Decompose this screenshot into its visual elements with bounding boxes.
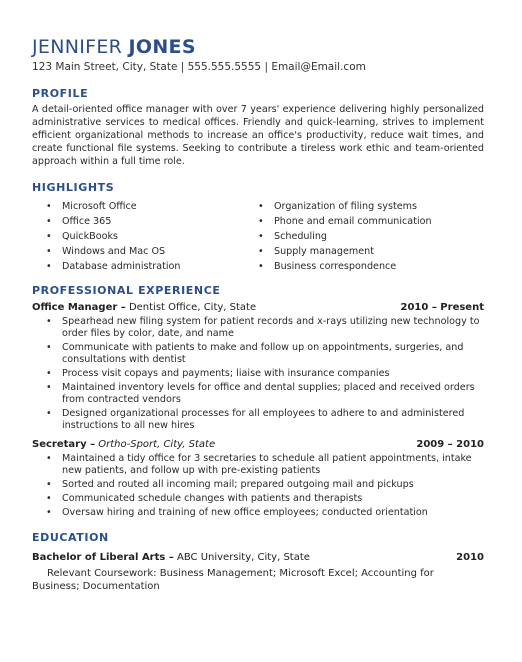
highlight-item: • Business correspondence [258, 259, 470, 274]
job-location: Dentist Office, City, State [125, 302, 257, 313]
experience-heading: PROFESSIONAL EXPERIENCE [32, 284, 221, 297]
job-bullet: • Communicate with patients to make and follow up on appointments, surgeries, and consultations with dentist [46, 342, 484, 366]
job-bullet: • Spearhead new filing system for patient records and x-rays utilizing new technology to order files by color, date, and name [46, 316, 484, 340]
highlights-heading: HIGHLIGHTS [32, 181, 115, 194]
highlight-item: • Phone and email communication [258, 214, 470, 229]
graduation-year: 2010 [456, 552, 484, 563]
profile-heading: PROFILE [32, 87, 89, 100]
job-bullets [32, 316, 484, 432]
job-bullet: • Oversaw hiring and training of new office employees; conducted orientation [46, 507, 484, 519]
job-location: Ortho-Sport, City, State [95, 439, 216, 450]
job-bullet: • Maintained inventory levels for office and dental supplies; placed and received orders from contracted vendors [46, 382, 484, 406]
job-bullet: • Designed organizational processes for all employees to adhere to and administered instructions to all new hires [46, 408, 484, 432]
highlight-item: • Windows and Mac OS [46, 244, 258, 259]
job-bullet: • Sorted and routed all incoming mail; prepared outgoing mail and pickups [46, 479, 484, 491]
contact-line: 123 Main Street, City, State | 555.555.5555 | Email@Email.com [32, 61, 366, 73]
relevant-coursework: Relevant Coursework: Business Management; Microsoft Excel; Accounting for Business; Documentation [32, 568, 434, 592]
highlight-item: • Microsoft Office [46, 199, 258, 214]
degree: Bachelor of Liberal Arts – [32, 552, 174, 563]
highlight-item: • Organization of filing systems [258, 199, 470, 214]
job-header [32, 438, 484, 451]
job-dates: 2010 – Present [400, 302, 484, 313]
job-bullet: • Communicated schedule changes with patients and therapists [46, 493, 484, 505]
education-header [32, 551, 484, 564]
job-role: Office Manager – [32, 302, 126, 313]
job-entry [32, 438, 486, 519]
highlight-item: • Office 365 [46, 214, 258, 229]
education-heading: EDUCATION [32, 531, 109, 544]
job-role: Secretary – [32, 439, 96, 450]
school: ABC University, City, State [173, 552, 310, 563]
job-entry [32, 301, 486, 432]
highlight-item: • Supply management [258, 244, 470, 259]
highlight-item: • QuickBooks [46, 229, 258, 244]
job-bullets [32, 453, 484, 519]
job-bullet: • Process visit copays and payments; liaise with insurance companies [46, 368, 484, 380]
job-header [32, 301, 484, 314]
profile-summary: A detail-oriented office manager with over 7 years' experience delivering highly personalized administrative services to medical offices. Friendly and quick-learning, strives to implement efficient organizational methods to increase an office's productivity, reduce wait times, and create functional file systems. Seeking to contribute a tireless work ethic and team-oriented approach within a full time role. [32, 104, 484, 167]
job-bullet: • Maintained a tidy office for 3 secretaries to schedule all patient appointments, intake new patients, and follow up with pre-existing patients [46, 453, 484, 477]
highlights-list [32, 199, 486, 274]
highlights-left-column [46, 199, 258, 274]
first-name: JENNIFER [32, 36, 123, 58]
highlights-right-column [258, 199, 470, 274]
highlight-item: • Scheduling [258, 229, 470, 244]
candidate-name [32, 36, 486, 58]
highlight-item: • Database administration [46, 259, 258, 274]
job-dates: 2009 – 2010 [416, 439, 484, 450]
last-name: JONES [128, 36, 196, 58]
